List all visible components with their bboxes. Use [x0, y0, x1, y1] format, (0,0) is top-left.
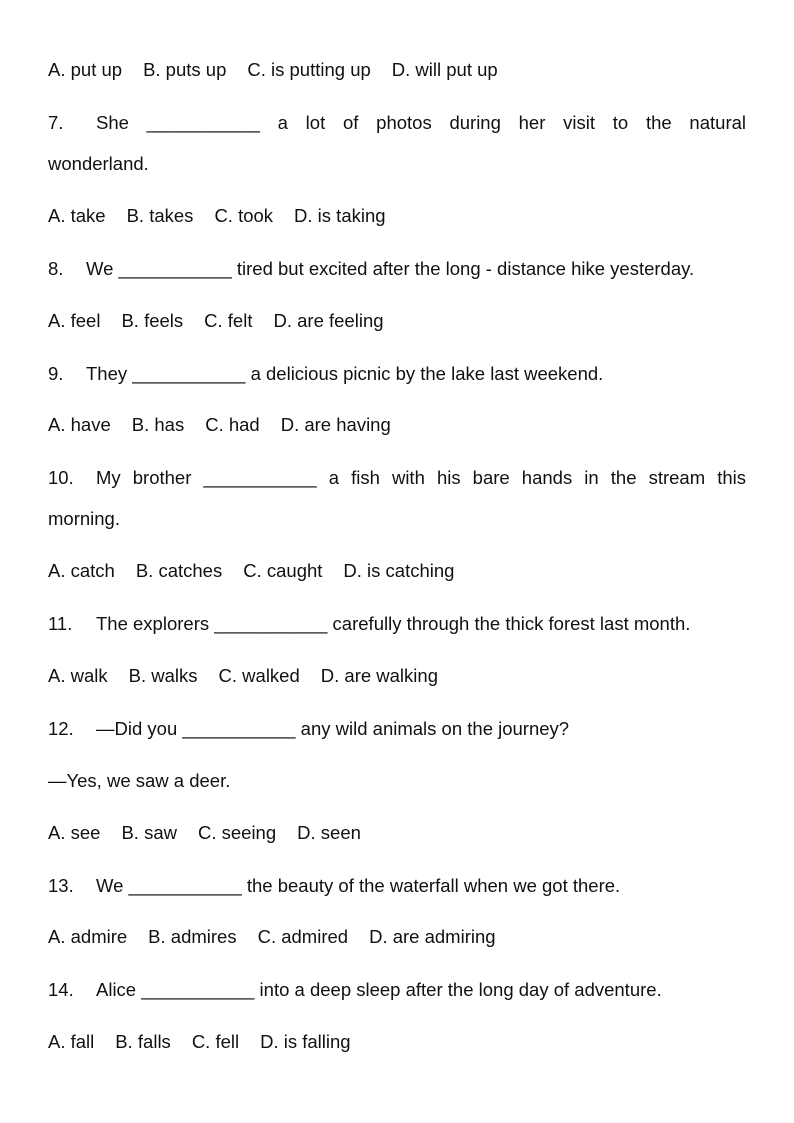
question-14 [48, 978, 746, 1002]
question-text: The explorers ___________ carefully through the thick forest last month. [96, 613, 691, 634]
question-number: 9. [48, 363, 64, 384]
option-d: D. is catching [343, 560, 455, 581]
question-text: —Did you ___________ any wild animals on the journey? [96, 718, 570, 739]
option-b: B. walks [128, 665, 198, 686]
question-text: She ___________ a lot of photos during her visit to the natural [96, 112, 746, 133]
option-a: A. see [48, 822, 101, 843]
option-b: B. feels [121, 310, 184, 331]
question-8 [48, 257, 746, 281]
options-q14 [48, 1030, 746, 1054]
options-q11 [48, 664, 746, 688]
question-12-reply: —Yes, we saw a deer. [48, 770, 231, 791]
option-a: A. put up [48, 59, 123, 80]
options-q8 [48, 309, 746, 333]
document-page [48, 0, 746, 1123]
question-number: 7. [48, 112, 64, 133]
option-b: B. catches [135, 560, 223, 581]
question-number: 11. [48, 613, 73, 634]
question-text: My brother ___________ a fish with his bare hands in the stream this [96, 467, 746, 488]
option-d: D. are feeling [273, 310, 384, 331]
options-q13 [48, 925, 746, 949]
option-d: D. will put up [391, 59, 498, 80]
question-9 [48, 362, 746, 386]
option-c: C. felt [204, 310, 253, 331]
option-d: D. are having [280, 414, 391, 435]
option-d: D. seen [297, 822, 361, 843]
option-a: A. walk [48, 665, 108, 686]
option-c: C. caught [243, 560, 323, 581]
option-c: C. walked [218, 665, 300, 686]
question-12 [48, 717, 746, 741]
option-a: A. fall [48, 1031, 95, 1052]
question-text: We ___________ the beauty of the waterfall when we got there. [96, 875, 621, 896]
option-a: A. have [48, 414, 111, 435]
option-d: D. is falling [260, 1031, 351, 1052]
option-a: A. feel [48, 310, 101, 331]
option-b: B. has [131, 414, 185, 435]
option-c: C. is putting up [247, 59, 371, 80]
options-q12 [48, 821, 746, 845]
question-number: 10. [48, 467, 74, 488]
option-c: C. had [205, 414, 260, 435]
question-7-continued: wonderland. [48, 153, 149, 174]
question-text: We ___________ tired but excited after the long - distance hike yesterday. [86, 258, 695, 279]
option-b: B. puts up [143, 59, 227, 80]
options-q7 [48, 204, 746, 228]
options-q9 [48, 413, 746, 437]
option-d: D. is taking [294, 205, 386, 226]
option-b: B. takes [126, 205, 194, 226]
question-number: 8. [48, 258, 64, 279]
option-b: B. admires [148, 926, 237, 947]
option-b: B. saw [121, 822, 177, 843]
option-a: A. take [48, 205, 106, 226]
question-11 [48, 612, 746, 636]
option-a: A. catch [48, 560, 115, 581]
option-d: D. are walking [320, 665, 438, 686]
option-a: A. admire [48, 926, 128, 947]
question-10-continued: morning. [48, 508, 120, 529]
option-c: C. fell [191, 1031, 240, 1052]
question-number: 13. [48, 875, 74, 896]
question-10 [48, 466, 746, 490]
option-c: C. took [214, 205, 274, 226]
question-number: 14. [48, 979, 74, 1000]
question-number: 12. [48, 718, 74, 739]
question-text: They ___________ a delicious picnic by the lake last weekend. [86, 363, 604, 384]
options-q10 [48, 559, 746, 583]
question-13 [48, 874, 746, 898]
question-text: Alice ___________ into a deep sleep after the long day of adventure. [96, 979, 662, 1000]
option-d: D. are admiring [369, 926, 496, 947]
question-7 [48, 111, 746, 135]
options-q6 [48, 58, 746, 82]
option-c: C. seeing [197, 822, 277, 843]
option-b: B. falls [115, 1031, 171, 1052]
option-c: C. admired [257, 926, 349, 947]
